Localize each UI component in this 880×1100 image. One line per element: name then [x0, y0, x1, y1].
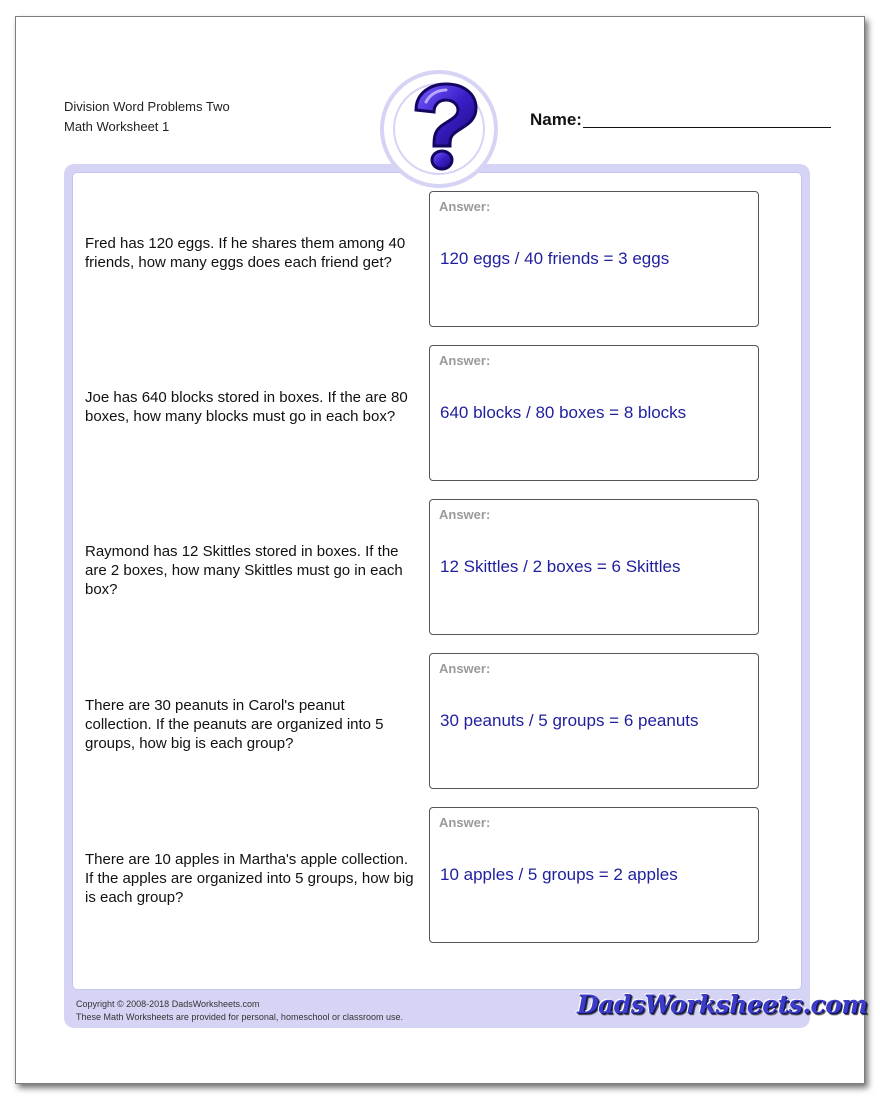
problem-4-question: There are 30 peanuts in Carol's peanut collection. If the peanuts are organized into 5 groups, how big is each group? [85, 697, 384, 752]
answer-box-3 [429, 499, 759, 635]
worksheet-title [64, 97, 230, 137]
answer-label: Answer: [439, 199, 491, 214]
copyright-text: Copyright © 2008-2018 DadsWorksheets.com [76, 999, 260, 1009]
problem-5-question: There are 10 apples in Martha's apple collection. If the apples are organized into 5 groups, how big is each group? [85, 851, 414, 906]
problem-1-question: Fred has 120 eggs. If he shares them among 40 friends, how many eggs does each friend get? [85, 235, 406, 271]
answer-text-1: 120 eggs / 40 friends = 3 eggs [440, 249, 670, 268]
question-mark-icon [402, 80, 482, 176]
footer-copyright [76, 998, 403, 1024]
usage-notice: These Math Worksheets are provided for personal, homeschool or classroom use. [76, 1012, 403, 1022]
name-label: Name: [530, 110, 582, 129]
answer-text-3: 12 Skittles / 2 boxes = 6 Skittles [440, 557, 681, 576]
answer-box-5 [429, 807, 759, 943]
problem-2-question: Joe has 640 blocks stored in boxes. If the are 80 boxes, how many blocks must go in each box? [85, 389, 408, 425]
logo-badge [380, 70, 498, 188]
answer-label: Answer: [439, 815, 491, 830]
answer-label: Answer: [439, 661, 491, 676]
answer-box-1 [429, 191, 759, 327]
dadsworksheets-logo: DadsWorksheets.com [577, 990, 868, 1019]
answer-text-4: 30 peanuts / 5 groups = 6 peanuts [440, 711, 699, 730]
title-line-1: Division Word Problems Two [64, 99, 230, 114]
answer-label: Answer: [439, 507, 491, 522]
answer-text-5: 10 apples / 5 groups = 2 apples [440, 865, 678, 884]
answer-text-2: 640 blocks / 80 boxes = 8 blocks [440, 403, 687, 422]
title-line-2: Math Worksheet 1 [64, 119, 170, 134]
answer-box-2 [429, 345, 759, 481]
answer-box-4 [429, 653, 759, 789]
name-line [583, 127, 831, 128]
answer-label: Answer: [439, 353, 491, 368]
problem-3-question: Raymond has 12 Skittles stored in boxes. If the are 2 boxes, how many Skittles must go in each box? [85, 543, 403, 598]
